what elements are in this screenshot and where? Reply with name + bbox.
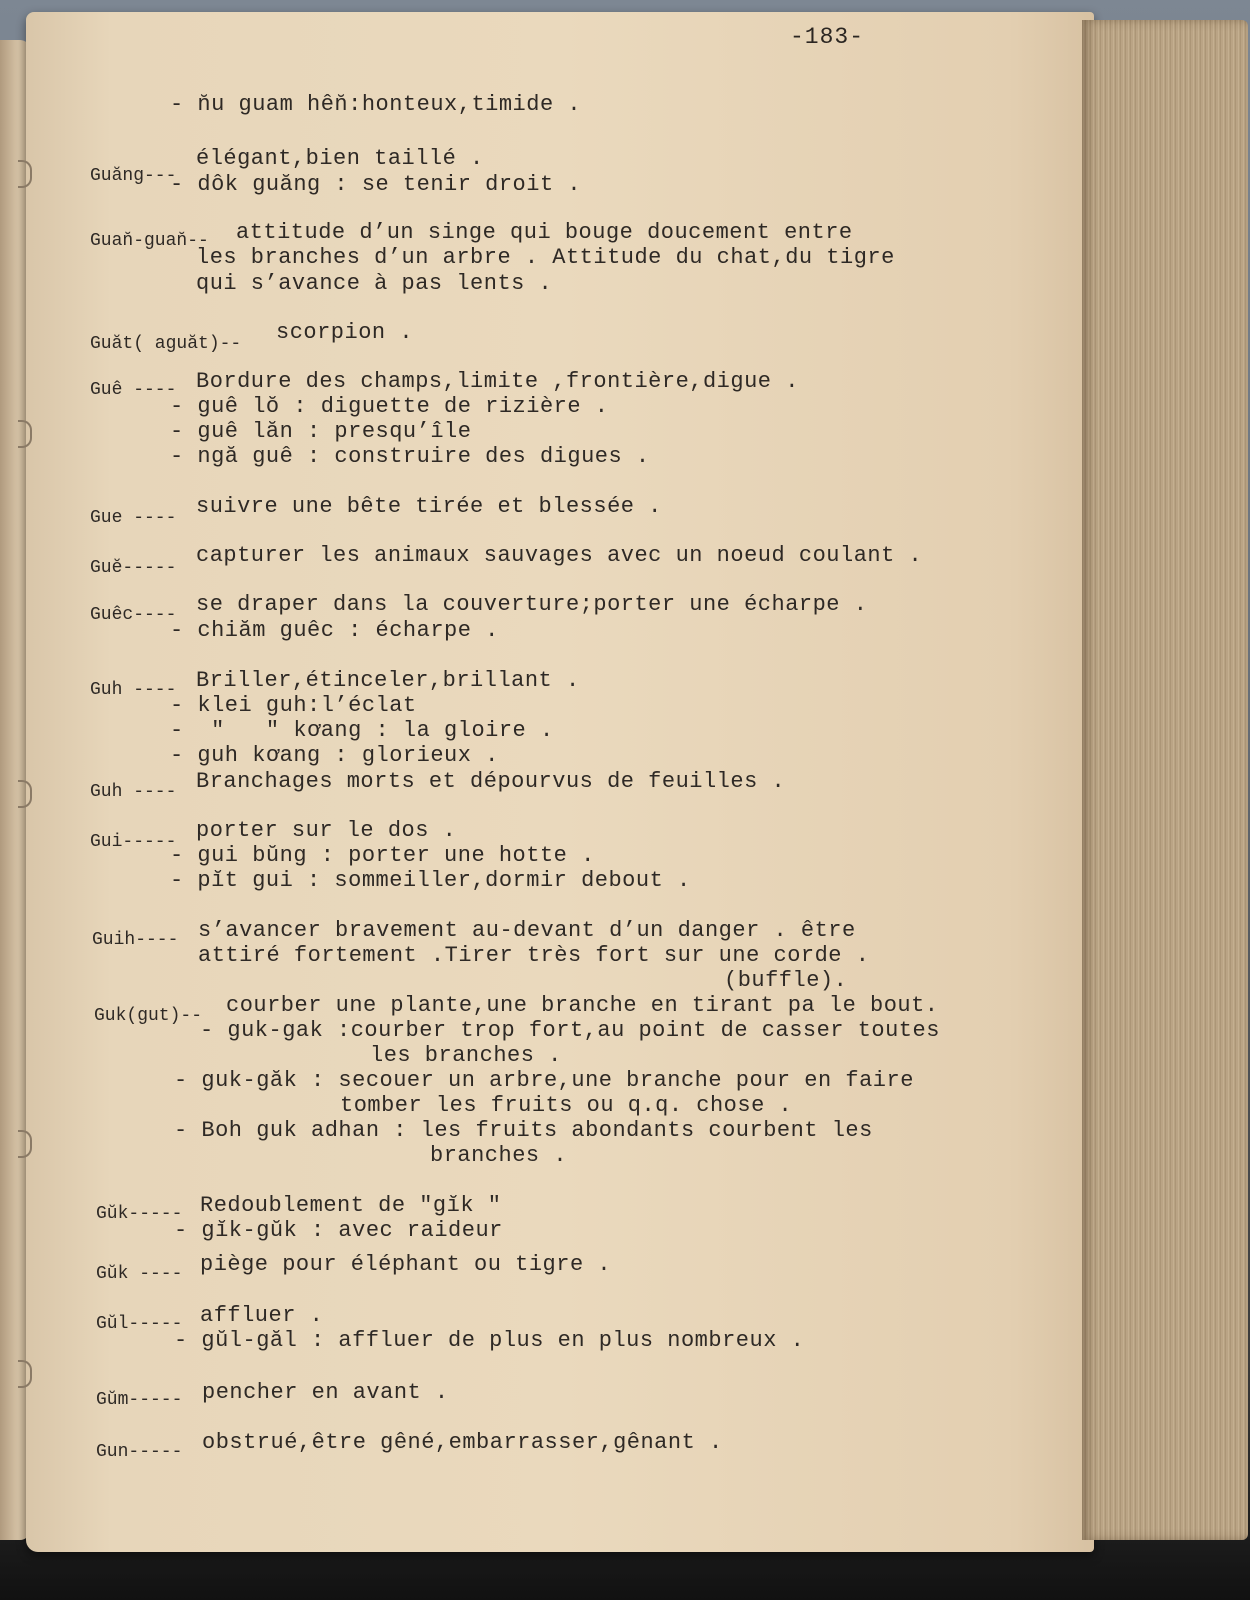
entry-line: attiré fortement .Tirer très fort sur une corde . [198, 943, 870, 968]
entry-line: - gŭl-găl : affluer de plus en plus nombreux . [174, 1328, 805, 1353]
entry-line: Branchages morts et dépourvus de feuilles . [196, 769, 786, 794]
entry-headword: Guăng--- [90, 166, 177, 186]
entry-line: branches . [430, 1143, 568, 1168]
entry-headword: Gŭk----- [96, 1204, 183, 1224]
entry-line: Briller,étinceler,brillant . [196, 668, 580, 693]
entry-line: - guk-gak :courber trop fort,au point de casser toutes [200, 1018, 940, 1043]
entry-line: - guê lŏ : diguette de rizière . [170, 394, 609, 419]
entry-headword: Guê ---- [90, 380, 177, 400]
entry-headword: Gŭm----- [96, 1390, 183, 1410]
entry-line: Redoublement de "gĭk " [200, 1193, 502, 1218]
entry-line: - guh kơang : glorieux . [170, 743, 499, 768]
entry-headword: Gŭl----- [96, 1314, 183, 1334]
entry-headword: Guĕ----- [90, 558, 177, 578]
entry-line: tomber les fruits ou q.q. chose . [340, 1093, 793, 1118]
entry-line: les branches d’un arbre . Attitude du chat,du tigre [196, 245, 895, 270]
entry-headword: Gun----- [96, 1442, 183, 1462]
entry-headword: Guh ---- [90, 782, 177, 802]
entry-line: - chiăm guêc : écharpe . [170, 618, 499, 643]
entry-headword: Guêc---- [90, 605, 177, 625]
entry-line: - Boh guk adhan : les fruits abondants courbent les [174, 1118, 873, 1143]
entry-line: pencher en avant . [202, 1380, 449, 1405]
entry-line: affluer . [200, 1303, 324, 1328]
entry-line: - gui bŭng : porter une hotte . [170, 843, 595, 868]
entry-headword: Gui----- [90, 832, 177, 852]
entry-headword: Gŭk ---- [96, 1264, 183, 1284]
entry-line: piège pour éléphant ou tigre . [200, 1252, 612, 1277]
entry-line: - guk-găk : secouer un arbre,une branche pour en faire [174, 1068, 914, 1093]
entry-line: capturer les animaux sauvages avec un noeud coulant . [196, 543, 923, 568]
entry-headword: Guk(gut)-- [94, 1006, 203, 1026]
entry-line: porter sur le dos . [196, 818, 457, 843]
entry-headword: Gue ---- [90, 508, 177, 528]
entry-line: - guê lăn : presqu’île [170, 419, 472, 444]
entry-line: - pĭt gui : sommeiller,dormir debout . [170, 868, 691, 893]
entry-line: Bordure des champs,limite ,frontière,digue . [196, 369, 799, 394]
entry-line: (buffle). [724, 968, 848, 993]
entry-line: courber une plante,une branche en tirant pa le bout. [226, 993, 939, 1018]
entry-line: - " " kơang : la gloire . [170, 718, 554, 743]
entry-line: qui s’avance à pas lents . [196, 271, 553, 296]
entry-line: attitude d’un singe qui bouge doucement entre [236, 220, 853, 245]
entry-line: les branches . [370, 1043, 562, 1068]
entry-line: suivre une bête tirée et blessée . [196, 494, 662, 519]
entry-headword: Guan̆-guan̆-- [90, 231, 209, 251]
entry-line: s’avancer bravement au-devant d’un danger . être [198, 918, 856, 943]
entry-line: - klei guh:l’éclat [170, 693, 417, 718]
entry-line: - gĭk-gŭk : avec raideur [174, 1218, 503, 1243]
entry-headword: Guih---- [92, 930, 179, 950]
entry-line: - ngă guê : construire des digues . [170, 444, 650, 469]
entry-line: - dôk guăng : se tenir droit . [170, 172, 582, 197]
entry-line: - n̆u guam hên̆:honteux,timide . [170, 92, 582, 117]
entry-headword: Guh ---- [90, 680, 177, 700]
entry-line: se draper dans la couverture;porter une écharpe . [196, 592, 868, 617]
entry-headword: Guăt( aguăt)-- [90, 334, 242, 354]
entry-line: élégant,bien taillé . [196, 146, 484, 171]
entry-line: scorpion . [276, 320, 414, 345]
page-number: -183- [790, 24, 865, 50]
entry-line: obstrué,être gêné,embarrasser,gênant . [202, 1430, 723, 1455]
